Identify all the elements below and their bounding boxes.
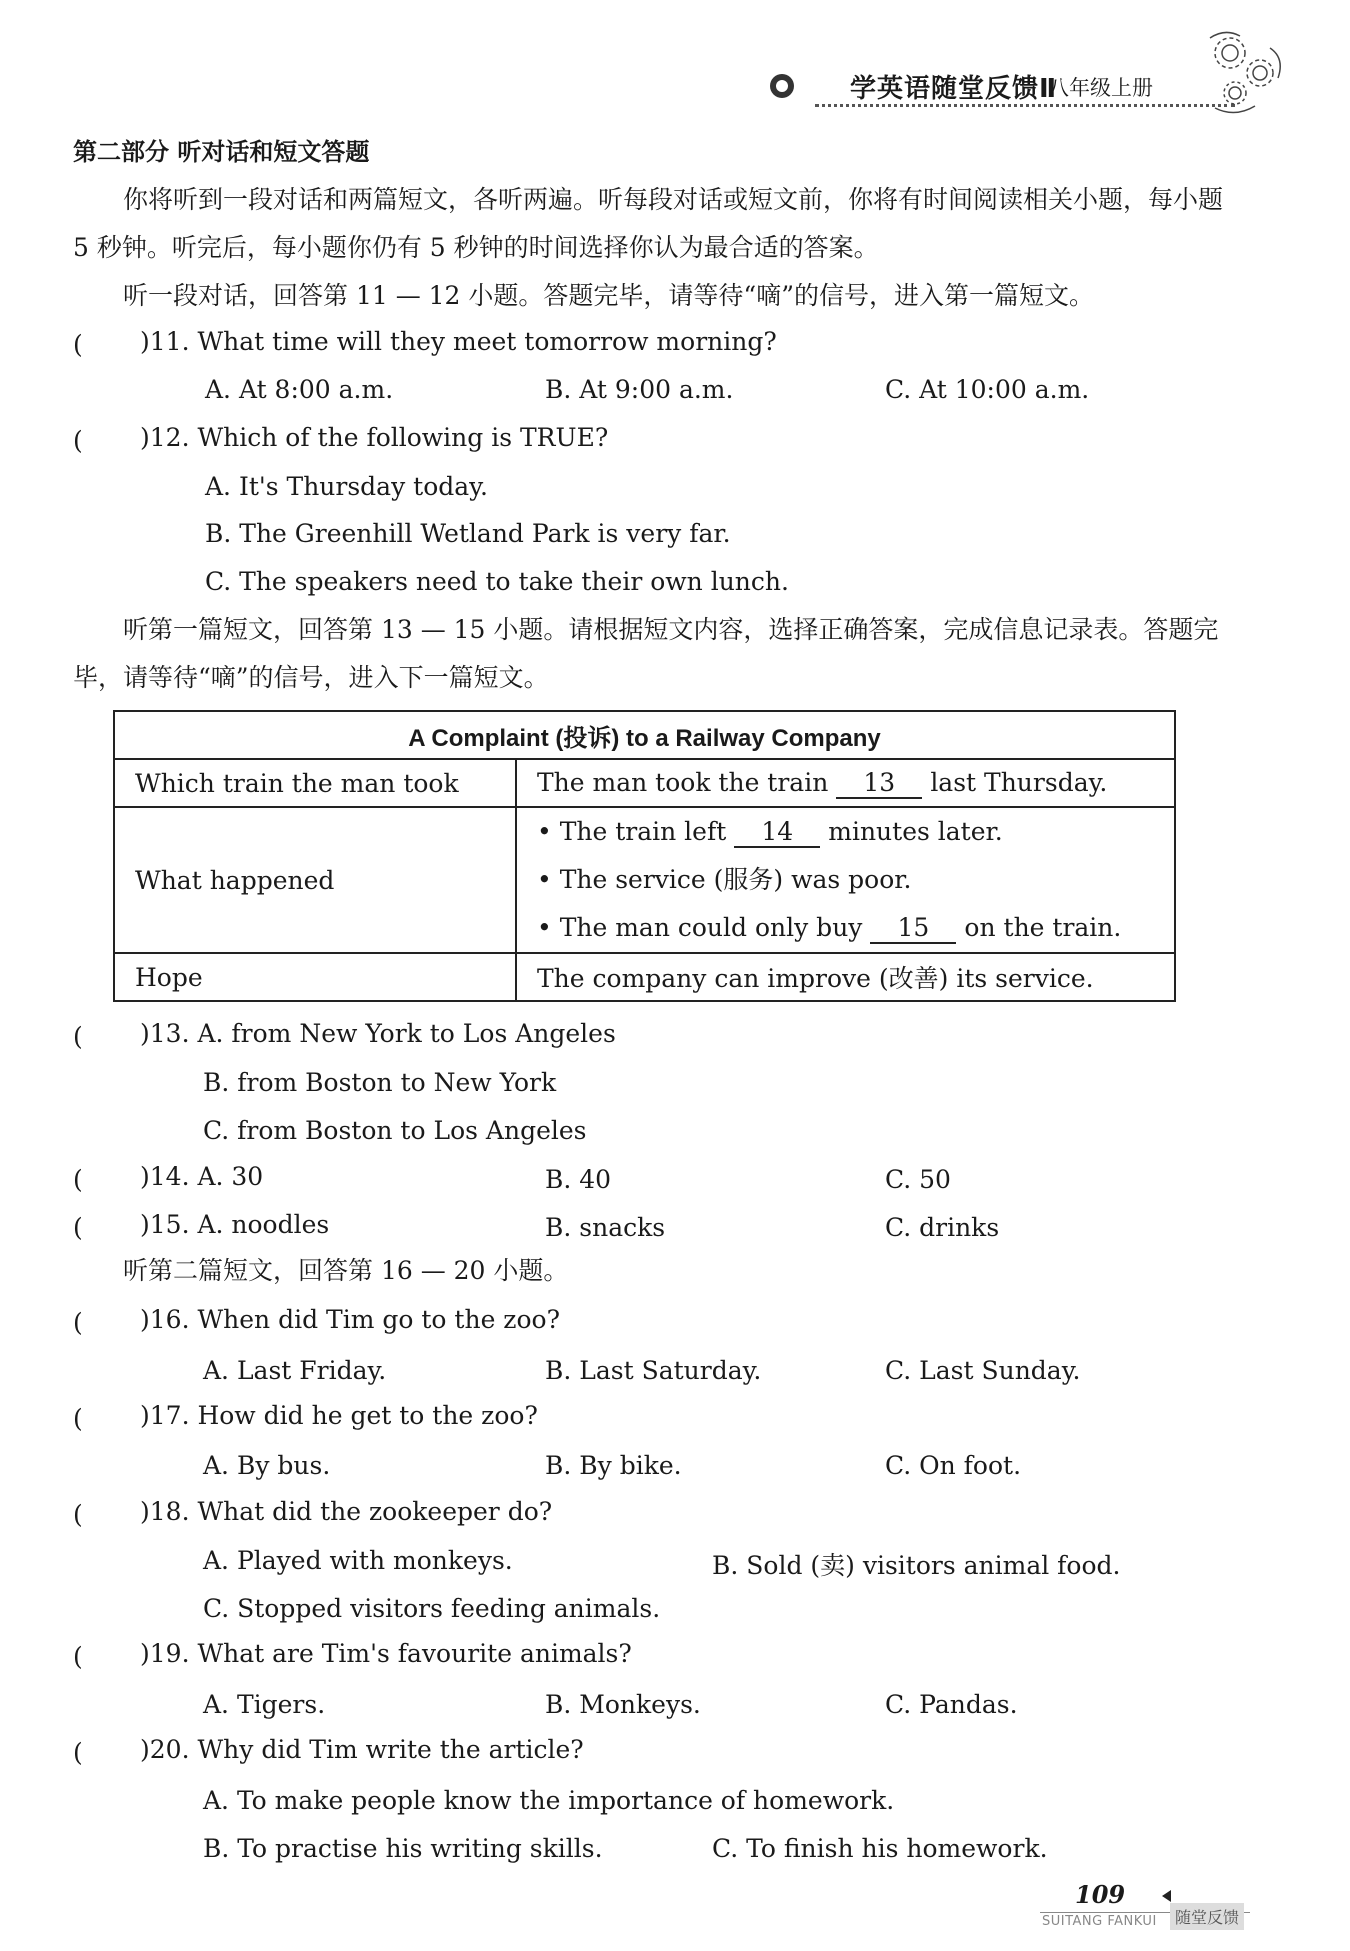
question-11: )11. What time will they meet tomorrow morning? — [140, 327, 777, 356]
section-intro: 你将听到一段对话和两篇短文，各听两遍。听每段对话或短文前，你将有时间阅读相关小题，每小题 5 秒钟。听完后，每小题你仍有 5 秒钟的时间选择你认为最合适的答案。 — [73, 185, 1224, 262]
instruction-dialogue: 听一段对话，回答第 11 — 12 小题。答题完毕，请等待“嘀”的信号，进入第一篇短文。 — [123, 281, 1094, 310]
table-title: A Complaint (投诉) to a Railway Company — [114, 711, 1175, 759]
q13-option-b: B. from Boston to New York — [203, 1068, 557, 1097]
instruction-passage-1: 听第一篇短文，回答第 13 — 15 小题。请根据短文内容，选择正确答案，完成信息记录表。答题完毕，请等待“嘀”的信号，进入下一篇短文。 — [73, 615, 1219, 692]
q20-option-b: B. To practise his writing skills. — [203, 1834, 603, 1863]
q19-option-b: B. Monkeys. — [545, 1690, 701, 1719]
q18-option-b: B. Sold (卖) visitors animal food. — [712, 1551, 1121, 1580]
q14-option-c: C. 50 — [885, 1165, 951, 1194]
header-divider — [815, 104, 1235, 107]
q19-option-c: C. Pandas. — [885, 1690, 1018, 1719]
q16-option-b: B. Last Saturday. — [545, 1356, 762, 1385]
book-series-title: 学英语随堂反馈Ⅱ — [850, 74, 1058, 104]
question-12: )12. Which of the following is TRUE? — [140, 423, 609, 452]
question-18: )18. What did the zookeeper do? — [140, 1497, 553, 1526]
flower-ornament-icon — [1190, 18, 1300, 128]
question-13: )13. A. from New York to Los Angeles — [140, 1019, 616, 1048]
disc-icon — [770, 74, 794, 98]
instruction-passage-2: 听第二篇短文，回答第 16 — 20 小题。 — [123, 1256, 569, 1285]
q11-option-c: C. At 10:00 a.m. — [885, 375, 1090, 404]
book-grade: 八年级上册 — [1048, 76, 1153, 100]
q12-option-a: A. It's Thursday today. — [205, 472, 488, 501]
table-label-happened: What happened — [114, 807, 516, 953]
q17-option-c: C. On foot. — [885, 1451, 1022, 1480]
question-14: )14. A. 30 — [140, 1162, 264, 1191]
q11-option-a: A. At 8:00 a.m. — [205, 375, 394, 404]
table-cell-happened — [516, 807, 1175, 953]
q16-option-c: C. Last Sunday. — [885, 1356, 1081, 1385]
answer-paren: ( — [73, 1213, 83, 1242]
answer-paren: ( — [73, 426, 83, 455]
cell-text: minutes later. — [828, 817, 1003, 846]
footer-series-pinyin: SUITANG FANKUI — [1042, 1914, 1157, 1929]
table-cell-train — [516, 759, 1175, 807]
answer-paren: ( — [73, 1738, 83, 1767]
complaint-info-table — [113, 710, 1176, 1002]
q12-option-c: C. The speakers need to take their own lunch. — [205, 567, 789, 596]
blank-14[interactable]: 14 — [734, 818, 820, 848]
bullet-line — [537, 904, 1154, 952]
blank-15[interactable]: 15 — [870, 914, 956, 944]
q11-option-b: B. At 9:00 a.m. — [545, 375, 734, 404]
blank-13[interactable]: 13 — [836, 769, 922, 799]
section-title: 第二部分 听对话和短文答题 — [73, 138, 370, 166]
bullet-line: • The service (服务) was poor. — [537, 865, 912, 894]
q20-option-a: A. To make people know the importance of homework. — [203, 1786, 895, 1815]
bullet-line — [537, 808, 1154, 856]
question-20: )20. Why did Tim write the article? — [140, 1735, 584, 1764]
answer-paren: ( — [73, 1500, 83, 1529]
table-label-hope: Hope — [114, 953, 516, 1001]
cell-text: on the train. — [964, 913, 1122, 942]
question-19: )19. What are Tim's favourite animals? — [140, 1639, 632, 1668]
q18-option-c: C. Stopped visitors feeding animals. — [203, 1594, 661, 1623]
answer-paren: ( — [73, 1022, 83, 1051]
cell-text: • The train left — [537, 817, 727, 846]
q13-option-c: C. from Boston to Los Angeles — [203, 1116, 587, 1145]
footer-series-label: 随堂反馈 — [1170, 1903, 1244, 1930]
triangle-left-icon — [1162, 1890, 1171, 1902]
cell-text: last Thursday. — [930, 767, 1108, 797]
q19-option-a: A. Tigers. — [203, 1690, 326, 1719]
question-15: )15. A. noodles — [140, 1210, 330, 1239]
answer-paren: ( — [73, 1165, 83, 1194]
table-cell-hope: The company can improve (改善) its service. — [516, 953, 1175, 1001]
table-label-train: Which train the man took — [114, 759, 516, 807]
answer-paren: ( — [73, 1404, 83, 1433]
q14-option-b: B. 40 — [545, 1165, 612, 1194]
question-16: )16. When did Tim go to the zoo? — [140, 1305, 560, 1334]
answer-paren: ( — [73, 330, 83, 359]
q16-option-a: A. Last Friday. — [203, 1356, 387, 1385]
question-17: )17. How did he get to the zoo? — [140, 1401, 538, 1430]
cell-text: • The man could only buy — [537, 913, 863, 942]
q12-option-b: B. The Greenhill Wetland Park is very far. — [205, 519, 731, 548]
q20-option-c: C. To finish his homework. — [712, 1834, 1048, 1863]
answer-paren: ( — [73, 1308, 83, 1337]
answer-paren: ( — [73, 1642, 83, 1671]
q15-option-c: C. drinks — [885, 1213, 1000, 1242]
page-number: 109 — [1075, 1880, 1126, 1909]
cell-text: The man took the train — [537, 767, 829, 797]
q17-option-a: A. By bus. — [203, 1451, 331, 1480]
q15-option-b: B. snacks — [545, 1213, 666, 1242]
q18-option-a: A. Played with monkeys. — [203, 1546, 513, 1575]
q17-option-b: B. By bike. — [545, 1451, 682, 1480]
